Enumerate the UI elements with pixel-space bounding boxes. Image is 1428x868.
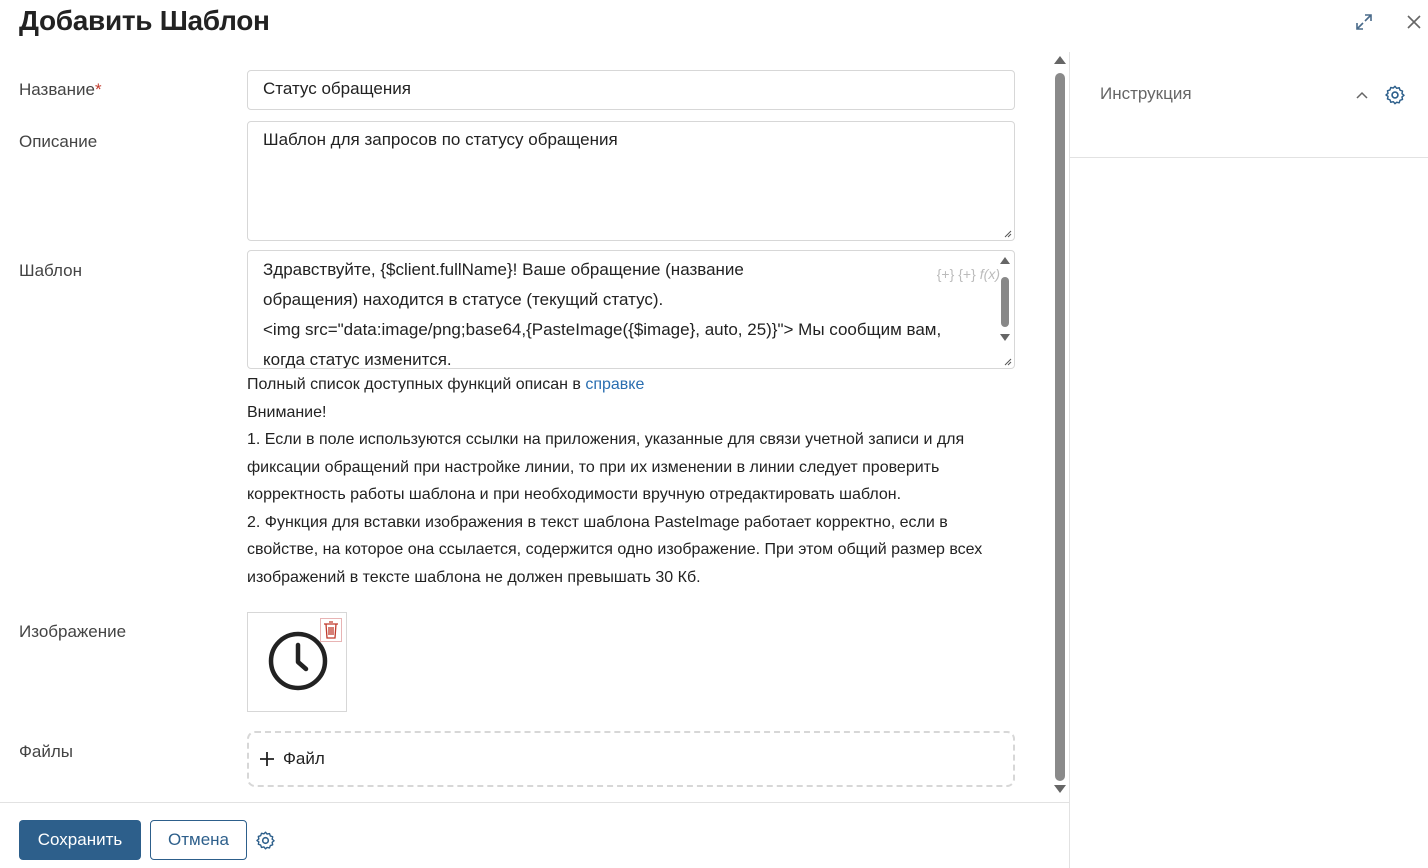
- template-line: <img src="data:image/png;base64,{PasteImage({$image}, auto, 25)}"> Мы сообщим вам,: [263, 320, 942, 339]
- sidebar-separator: [1070, 157, 1428, 158]
- name-label: Название*: [19, 80, 102, 99]
- scroll-thumb[interactable]: [1001, 277, 1009, 327]
- close-icon: [1406, 14, 1422, 30]
- delete-image-button[interactable]: [320, 618, 342, 642]
- gear-icon[interactable]: [1384, 84, 1406, 106]
- main-scrollbar[interactable]: [1052, 56, 1068, 798]
- description-label: Описание: [19, 132, 98, 151]
- scroll-up-icon[interactable]: [1000, 257, 1010, 264]
- expand-icon: [1355, 13, 1373, 31]
- footer-separator: [0, 802, 1069, 803]
- resize-grip-icon[interactable]: [1003, 229, 1012, 238]
- template-label: Шаблон: [19, 261, 82, 280]
- instruction-title: Инструкция: [1100, 84, 1192, 103]
- resize-grip-icon[interactable]: [1003, 357, 1012, 366]
- required-mark: *: [94, 80, 102, 99]
- warning-title: Внимание!: [247, 403, 327, 421]
- gear-icon[interactable]: [255, 830, 276, 851]
- help-link[interactable]: справке: [585, 376, 645, 393]
- scroll-thumb[interactable]: [1055, 73, 1065, 781]
- dialog-title: Добавить Шаблон: [19, 5, 270, 36]
- expand-button[interactable]: [1352, 10, 1376, 34]
- warning-item-2: 2. Функция для вставки изображения в текст шаблона PasteImage работает корректно, если в свойстве, на которое она ссылается, содержится одно изображение. При этом общий размер всех изображений в тексте шаблона не должен превышать 30 Кб.: [247, 513, 983, 586]
- chevron-up-icon[interactable]: [1353, 87, 1371, 105]
- trash-icon: [323, 621, 339, 639]
- template-help: [247, 371, 1022, 591]
- description-textarea[interactable]: [247, 121, 1015, 241]
- template-toolbar: [937, 259, 1000, 289]
- files-label: Файлы: [19, 742, 74, 761]
- scroll-down-icon[interactable]: [1054, 785, 1066, 793]
- scroll-up-icon[interactable]: [1054, 56, 1066, 64]
- template-line: обращения) находится в статусе (текущий статус).: [263, 290, 664, 309]
- cancel-button[interactable]: Отмена: [150, 820, 247, 860]
- insert-function-button[interactable]: f(x): [979, 266, 1000, 282]
- add-file-label: Файл: [283, 749, 325, 768]
- scroll-down-icon[interactable]: [1000, 334, 1010, 341]
- image-preview[interactable]: [247, 612, 347, 712]
- plus-icon: [259, 751, 275, 767]
- sidebar-divider: [1069, 52, 1070, 868]
- insert-variable-button[interactable]: {+}: [936, 266, 955, 282]
- template-editor[interactable]: [247, 250, 1015, 369]
- save-button[interactable]: Сохранить: [19, 820, 141, 860]
- insert-property-button[interactable]: {+}: [958, 266, 976, 282]
- template-line: Здравствуйте, {$client.fullName}! Ваше обращение (название: [263, 260, 744, 279]
- close-button[interactable]: [1402, 10, 1426, 34]
- name-input[interactable]: Статус обращения: [247, 70, 1015, 110]
- warning-item-1: 1. Если в поле используются ссылки на приложения, указанные для связи учетной записи и для фиксации обращений при настройке линии, то при их изменении в линии следует проверить корректность работы шаблона и при необходимости вручную отредактировать шаблон.: [247, 431, 965, 503]
- description-text: Шаблон для запросов по статусу обращения: [263, 130, 618, 149]
- template-line: когда статус изменится.: [263, 350, 452, 369]
- image-label: Изображение: [19, 622, 127, 641]
- add-file-button[interactable]: [247, 731, 1015, 787]
- help-intro: Полный список доступных функций описан в справке: [247, 376, 645, 393]
- template-scrollbar[interactable]: [1000, 257, 1010, 365]
